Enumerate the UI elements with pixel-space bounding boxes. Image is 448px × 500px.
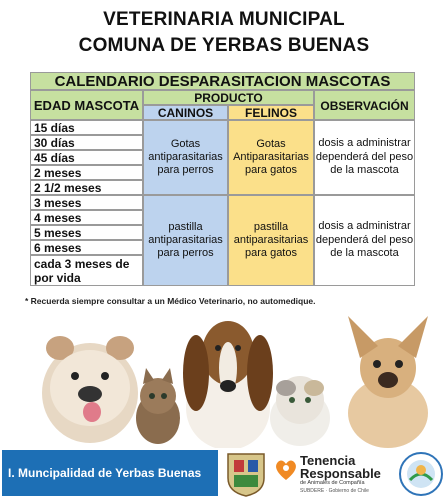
observation-group2: [314, 195, 415, 286]
feline-product-group1: [228, 120, 314, 195]
footer-bar: [0, 448, 448, 500]
municipality-label: I. Muncipalidad de Yerbas Buenas: [8, 466, 202, 480]
age-cell: 4 meses: [30, 210, 143, 225]
header-age: EDAD MASCOTA: [30, 90, 143, 120]
tabby-kitten-image: [136, 368, 180, 444]
header-observation: OBSERVACIÓN: [314, 90, 415, 120]
tenencia-logo-title: [300, 454, 381, 480]
observation-text: dosis a administrar dependerá del peso de la mascota: [315, 137, 414, 177]
vet-consult-note: * Recuerda siempre consultar a un Médico Veterinario, no automedique.: [25, 296, 316, 306]
paw-heart-icon: [274, 456, 298, 482]
bulldog-image: [42, 336, 138, 443]
tenencia-logo-line2: Responsable: [300, 466, 381, 481]
canine-product-group2: [143, 195, 228, 286]
age-cell: 2 1/2 meses: [30, 180, 143, 195]
french-bulldog-image: [348, 316, 428, 448]
observation-text: dosis a administrar dependerá del peso de la mascota: [315, 220, 414, 260]
age-cell: 6 meses: [30, 240, 143, 255]
tenencia-logo-subtitle: de Animales de Compañía: [300, 480, 365, 486]
age-cell: 15 días: [30, 120, 143, 135]
header-canines: CANINOS: [143, 105, 228, 120]
deworming-calendar-table: [30, 72, 415, 289]
age-cell: 3 meses: [30, 195, 143, 210]
table-title: CALENDARIO DESPARASITACION MASCOTAS: [30, 72, 415, 90]
feline-product-text: Gotas Antiparasitarias para gatos: [233, 138, 309, 176]
observation-group1: [314, 120, 415, 195]
canine-product-text: Gotas antiparasitarias para perros: [148, 138, 223, 176]
tenencia-logo-org: SUBDERE · Gobierno de Chile: [300, 488, 369, 494]
basset-hound-image: [183, 321, 273, 448]
header-felines: FELINOS: [228, 105, 314, 120]
municipality-banner: [2, 450, 218, 496]
persian-kitten-image: [270, 376, 330, 446]
feline-product-group2: [228, 195, 314, 286]
canine-product-group1: [143, 120, 228, 195]
program-badge-icon: [398, 450, 444, 498]
age-cell: 45 días: [30, 150, 143, 165]
header-product: PRODUCTO: [143, 90, 314, 105]
tenencia-logo-line1: Tenencia: [300, 453, 356, 468]
municipal-crest-icon: [224, 450, 268, 498]
page-title-line2: COMUNA DE YERBAS BUENAS: [78, 35, 370, 56]
pets-photo: [0, 308, 448, 448]
age-cell: 5 meses: [30, 225, 143, 240]
age-cell: 30 días: [30, 135, 143, 150]
canine-product-text: pastilla antiparasitarias para perros: [148, 221, 223, 259]
page-title-line1: VETERINARIA MUNICIPAL: [103, 9, 345, 30]
feline-product-text: pastilla antiparasitarias para gatos: [233, 221, 309, 259]
age-cell: cada 3 meses de por vida: [30, 255, 143, 286]
age-cell: 2 meses: [30, 165, 143, 180]
